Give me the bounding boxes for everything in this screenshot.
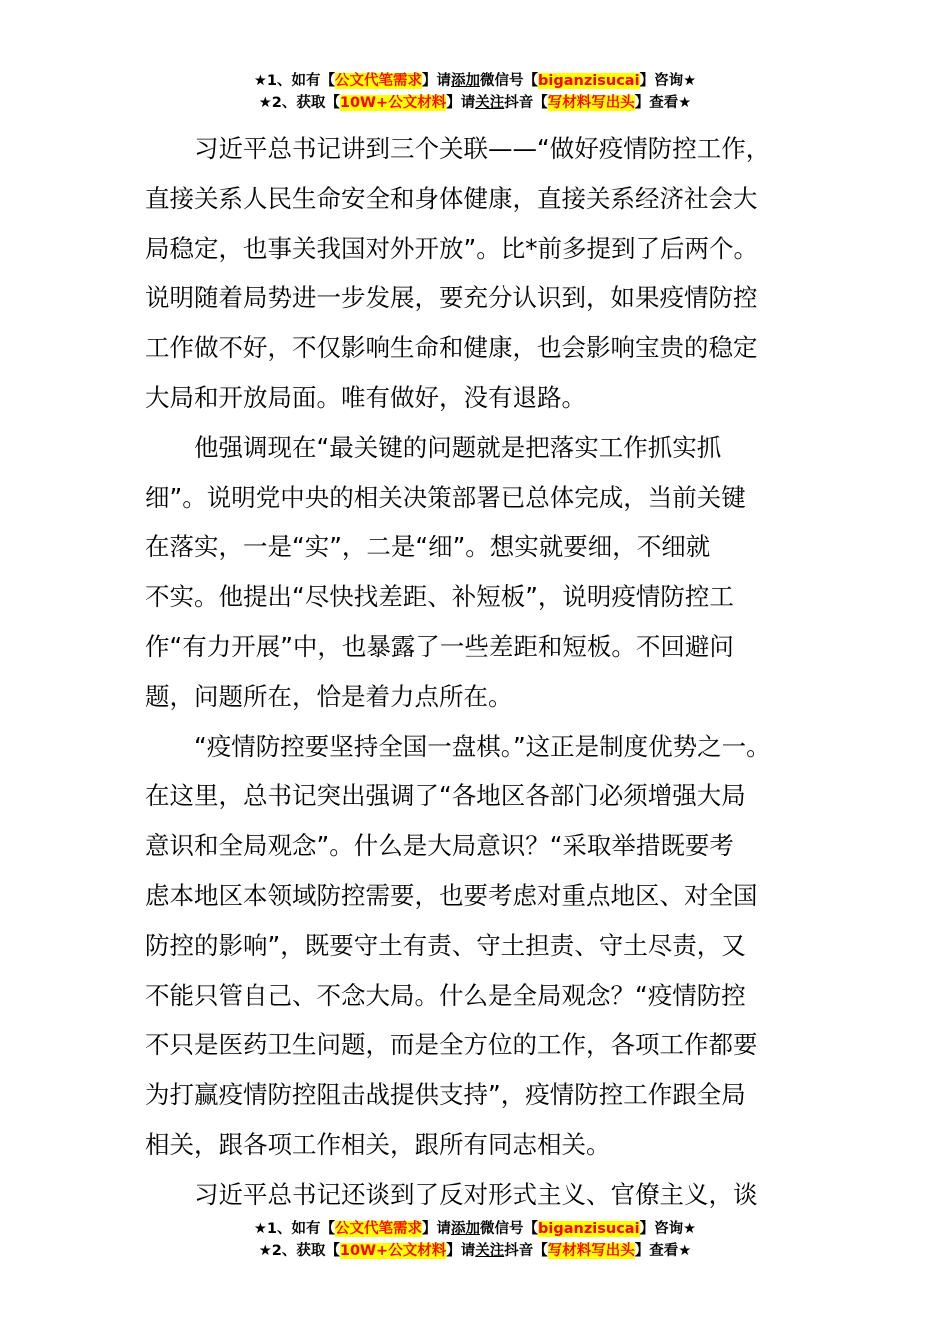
paragraph-4 (145, 1170, 835, 1220)
promo-text: 】请 (422, 1221, 452, 1237)
text-line: 防控的影响”，既要守土有责、守土担责、守土尽责，又 (145, 930, 746, 960)
promo-text: 微信号【 (480, 1221, 539, 1237)
text-line: 为打赢疫情防控阻击战提供支持”，疫情防控工作跟全局 (145, 1080, 746, 1110)
promo-text: 抖音【 (504, 95, 548, 111)
text-line: 大局和开放局面。唯有做好，没有退路。 (145, 382, 586, 412)
text-line: 习近平总书记讲到三个关联——“做好疫情防控工作， (194, 134, 771, 163)
text-line: 不能只管自己、不念大局。什么是全局观念？“疫情防控 (145, 980, 746, 1010)
promo-text: 】请 (422, 73, 452, 89)
text-line: 工作做不好，不仅影响生命和健康，也会影响宝贵的稳定 (145, 333, 758, 363)
paragraph-2 (145, 423, 835, 722)
text-line: 不只是医药卫生问题，而是全方位的工作，各项工作都要 (145, 1030, 758, 1060)
promo-line-1 (0, 1218, 950, 1240)
document-body (145, 124, 835, 1220)
promo-text: ★2、获取【 (258, 95, 340, 111)
promo-underlined: 关注 (475, 1243, 505, 1259)
promo-highlight: 公文代笔需求 (335, 1221, 423, 1237)
header-promo-banner (0, 70, 950, 114)
promo-text: 抖音【 (504, 1243, 548, 1259)
text-line: 说明随着局势进一步发展，要充分认识到，如果疫情防控 (145, 283, 758, 313)
promo-highlight: 写材料写出头 (547, 95, 635, 111)
text-line: 在这里，总书记突出强调了“各地区各部门必须增强大局 (145, 781, 746, 811)
text-line: “疫情防控要坚持全国一盘棋。”这正是制度优势之一。 (194, 731, 771, 761)
promo-text: 】咨询★ (639, 1221, 697, 1237)
promo-highlight: 公文代笔需求 (335, 73, 423, 89)
promo-highlight: 10W+公文材料 (339, 1243, 447, 1259)
promo-text: 】查看★ (634, 1243, 692, 1259)
promo-text: ★1、如有【 (253, 1221, 336, 1237)
text-line: 相关，跟各项工作相关，跟所有同志相关。 (145, 1129, 611, 1159)
promo-text: ★1、如有【 (253, 73, 336, 89)
promo-text: ★2、获取【 (258, 1243, 340, 1259)
promo-line-1 (0, 70, 950, 92)
text-line: 作“有力开展”中，也暴露了一些差距和短板。不回避问 (145, 631, 734, 661)
text-line: 题，问题所在，恰是着力点所在。 (145, 681, 513, 711)
promo-line-2 (0, 92, 950, 114)
paragraph-1 (145, 124, 835, 423)
text-line: 细”。说明党中央的相关决策部署已总体完成，当前关键 (145, 482, 746, 512)
text-line: 意识和全局观念”。什么是大局意识？“采取举措既要考 (145, 831, 734, 861)
promo-text: 】请 (446, 1243, 476, 1259)
promo-line-2 (0, 1240, 950, 1262)
promo-underlined: 添加 (451, 73, 481, 89)
promo-underlined: 添加 (451, 1221, 481, 1237)
promo-highlight: biganzisucai (538, 73, 640, 89)
footer-promo-banner (0, 1218, 950, 1262)
text-line: 不实。他提出“尽快找差距、补短板”，说明疫情防控工 (145, 582, 734, 612)
promo-text: 】请 (446, 95, 476, 111)
promo-text: 微信号【 (480, 73, 539, 89)
promo-highlight: 10W+公文材料 (339, 95, 447, 111)
text-line: 直接关系人民生命安全和身体健康，直接关系经济社会大 (145, 183, 758, 213)
text-line: 在落实，一是“实”，二是“细”。想实就要细，不细就 (145, 532, 711, 562)
paragraph-3 (145, 722, 835, 1170)
promo-text: 】查看★ (634, 95, 692, 111)
text-line: 虑本地区本领域防控需要，也要考虑对重点地区、对全国 (145, 880, 758, 910)
promo-text: 】咨询★ (639, 73, 697, 89)
promo-underlined: 关注 (475, 95, 505, 111)
text-line: 局稳定，也事关我国对外开放”。比*前多提到了后两个。 (145, 233, 758, 263)
text-line: 习近平总书记还谈到了反对形式主义、官僚主义，谈 (194, 1179, 758, 1209)
text-line: 他强调现在“最关键的问题就是把落实工作抓实抓 (194, 432, 722, 462)
promo-highlight: 写材料写出头 (547, 1243, 635, 1259)
promo-highlight: biganzisucai (538, 1221, 640, 1237)
